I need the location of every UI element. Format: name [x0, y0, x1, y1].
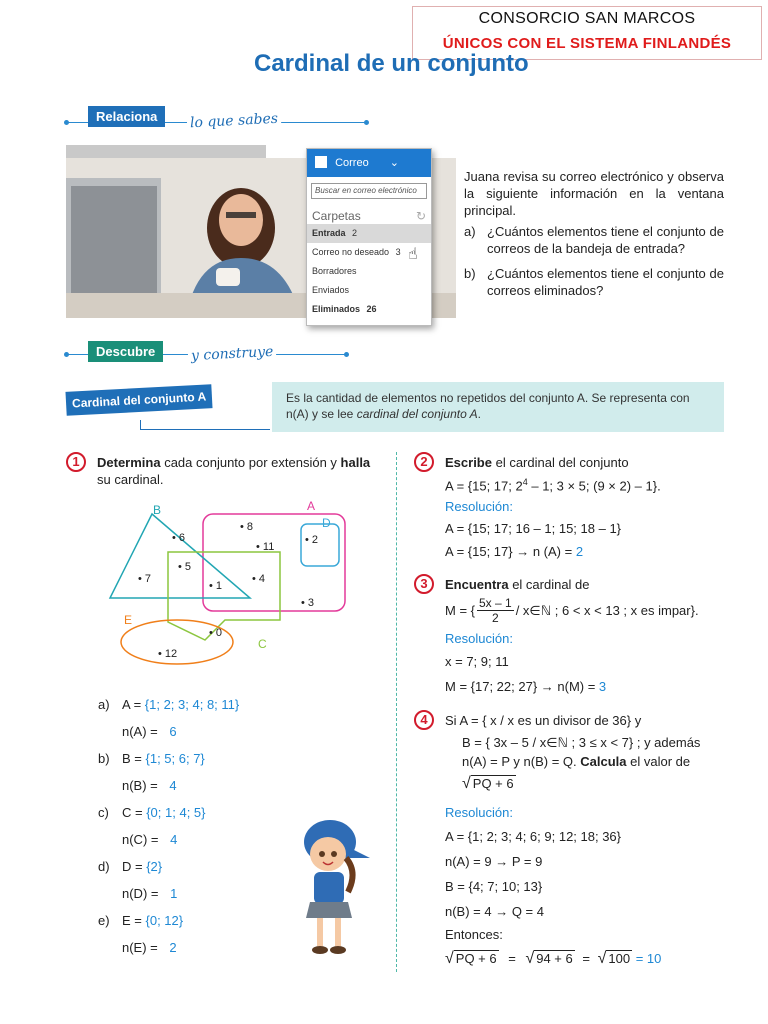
brand-slogan: ÚNICOS CON EL SISTEMA FINLANDÉS: [442, 35, 732, 52]
sqrt-content: PQ + 6: [455, 951, 497, 966]
answer-value: {0; 12}: [145, 913, 184, 928]
resolution-line: x = 7; 9; 11: [445, 654, 509, 669]
cardinal-label: n(A) =: [122, 724, 158, 739]
answer-label: d): [98, 859, 110, 874]
stmt: cada conjunto por extensión y: [160, 455, 341, 470]
venn-element: • 0: [209, 627, 223, 639]
answer-label: a): [98, 697, 110, 712]
folder-count: 26: [366, 304, 377, 314]
resolution-label: Resolución:: [445, 805, 513, 820]
venn-label-E: E: [124, 613, 133, 627]
problem-3-statement: [445, 576, 590, 593]
sqrt-content: PQ + 6: [472, 776, 514, 791]
venn-label-D: D: [322, 516, 331, 530]
question-text: ¿Cuántos elementos tiene el conjunto de correos eliminados?: [487, 266, 724, 298]
definition-box: [272, 382, 724, 432]
mail-search-input[interactable]: [311, 183, 427, 199]
resolution-line: [445, 543, 583, 560]
verb: halla: [340, 455, 371, 470]
hand-cursor-icon: ☝: [408, 246, 418, 263]
definition-label: Cardinal del conjunto A: [65, 384, 212, 416]
answer-e-card: [122, 940, 177, 955]
folder-count: 3: [395, 247, 401, 257]
question-text: ¿Cuántos elementos tiene el conjunto de correos de la bandeja de entrada?: [487, 224, 724, 256]
section-subtitle: lo que sabes: [187, 111, 282, 132]
resolution-line: Entonces:: [445, 927, 503, 942]
final-equation: √ PQ + 6 = √ 94 + 6 = √ 100 = 10: [445, 950, 662, 967]
cardinal-value: 4: [170, 832, 178, 847]
problem-2-statement: [445, 454, 745, 471]
cardinal-label: n(D) =: [122, 886, 159, 901]
problem-number: 1: [66, 452, 86, 472]
sqrt-content: 94 + 6: [536, 951, 573, 966]
mail-header: [307, 149, 431, 177]
stmt: su cardinal.: [97, 472, 164, 487]
problem-number: 2: [414, 452, 434, 472]
venn-element: • 12: [158, 648, 178, 660]
answer-b: [98, 751, 205, 766]
folder-label: Entrada: [312, 228, 346, 238]
problem-1-statement: [97, 454, 387, 488]
cardinal-label: n(E) =: [122, 940, 158, 955]
answer-set: A =: [122, 697, 145, 712]
mail-folder-borradores[interactable]: [307, 262, 431, 281]
verb: Escribe: [445, 455, 492, 470]
mail-folder-enviados[interactable]: [307, 281, 431, 300]
venn-label-C: C: [258, 637, 267, 651]
answer-value: {2}: [146, 859, 163, 874]
problem-4-line: Si A = { x / x es un divisor de 36} y: [445, 713, 642, 728]
resolution-label: Resolución:: [445, 499, 513, 514]
answer-c: [98, 805, 206, 820]
problem-3-set: [445, 596, 745, 625]
mail-window: [306, 148, 432, 326]
section-subtitle: y construye: [188, 344, 277, 365]
section-tag-relaciona: Relaciona: [88, 106, 165, 127]
fraction-den: 2: [492, 611, 499, 625]
resolution-line: B = {4; 7; 10; 13}: [445, 879, 543, 894]
intro-paragraph: Juana revisa su correo electrónico y observa la siguiente información en la ventana principal.: [464, 169, 724, 218]
final-answer: = 10: [635, 951, 662, 966]
problem-number: 3: [414, 574, 434, 594]
answer-e: [98, 913, 183, 928]
answer-label: e): [98, 913, 110, 928]
answer-set: C =: [122, 805, 147, 820]
section-dot: [344, 352, 349, 357]
outlook-icon: [315, 156, 327, 168]
question-label: a): [464, 224, 476, 239]
sqrt-content: 100: [608, 951, 631, 966]
cardinal-value: 2: [169, 940, 177, 955]
resolution-label: Resolución:: [445, 631, 513, 646]
venn-diagram: [100, 494, 360, 674]
resolution-line: A = {1; 2; 3; 4; 6; 9; 12; 18; 36}: [445, 829, 622, 844]
resolution-line: n(A) = 9 → P = 9: [445, 854, 543, 869]
venn-element: • 6: [172, 532, 186, 544]
folder-label: Correo no deseado: [312, 247, 390, 257]
answer-set: E =: [122, 913, 146, 928]
folder-label: Borradores: [312, 266, 357, 276]
question-label: b): [464, 266, 476, 281]
brand-name: CONSORCIO SAN MARCOS: [478, 10, 696, 27]
stmt: n(A) = P y n(B) = Q.: [462, 754, 581, 769]
folders-title-label: Carpetas: [312, 209, 361, 223]
venn-label-B: B: [153, 503, 162, 517]
res-answer: 3: [598, 679, 607, 694]
chevron-down-icon[interactable]: ⌄: [389, 157, 399, 169]
cardinal-label: n(B) =: [122, 778, 158, 793]
section-dot: [364, 120, 369, 125]
cardinal-value: 1: [170, 886, 178, 901]
definition-italic: cardinal del conjunto A: [356, 407, 478, 421]
answer-d-card: [122, 886, 177, 901]
venn-element: • 5: [178, 561, 192, 573]
answer-value: {0; 1; 4; 5}: [146, 805, 206, 820]
folder-count: 2: [352, 228, 358, 238]
res-answer: 2: [575, 544, 584, 559]
cardinal-value: 4: [169, 778, 177, 793]
venn-element: • 2: [305, 534, 319, 546]
definition-text: Es la cantidad de elementos no repetidos del conjunto A. Se representa con n(A) y se lee: [286, 391, 690, 421]
verb: Encuentra: [445, 577, 509, 592]
verb: Determina: [97, 455, 161, 470]
resolution-line: n(B) = 4 → Q = 4: [445, 904, 544, 919]
laptop-screen-top: [66, 145, 266, 159]
question-a: [464, 223, 724, 257]
folder-label: Enviados: [312, 285, 350, 295]
mail-folder-entrada[interactable]: [307, 224, 431, 243]
venn-element: • 3: [301, 597, 315, 609]
section-tag-descubre: Descubre: [88, 341, 163, 362]
answer-c-card: [122, 832, 177, 847]
folder-label: Eliminados: [312, 304, 361, 314]
intro-text: [464, 168, 724, 299]
answer-d: [98, 859, 162, 874]
mail-folder-eliminados[interactable]: [307, 300, 431, 319]
venn-element: • 11: [256, 541, 275, 553]
answer-set: D =: [122, 859, 147, 874]
fraction-num: 5x – 1: [479, 596, 512, 610]
resolution-line: [445, 678, 606, 695]
page-title: Cardinal de un conjunto: [254, 50, 529, 77]
definition-connector: [140, 420, 270, 430]
answer-b-card: [122, 778, 177, 793]
problem-4-line: B = { 3x – 5 / x∈ℕ ; 3 ≤ x < 7} ; y además: [462, 735, 701, 750]
venn-label-A: A: [307, 499, 316, 513]
venn-element: • 7: [138, 573, 152, 585]
answer-value: {1; 2; 3; 4; 8; 11}: [144, 697, 240, 712]
res-text: A = {15; 17} → n (A) =: [445, 544, 576, 559]
set-post: – 1; 3 × 5; (9 × 2) – 1}.: [527, 478, 661, 494]
answer-label: c): [98, 805, 109, 820]
folders-title: [307, 205, 431, 224]
cardinal-value: 6: [169, 724, 177, 739]
column-divider: [396, 452, 397, 972]
set-pre: M = {: [445, 603, 475, 618]
set-post: / x∈ℕ ; 6 < x < 13 ; x es impar}.: [515, 603, 699, 618]
stmt: el cardinal de: [508, 577, 590, 592]
answer-a-card: [122, 724, 177, 739]
definition-text-end: .: [477, 407, 482, 421]
answer-label: b): [98, 751, 110, 766]
answer-a: [98, 697, 239, 712]
venn-element: • 1: [209, 580, 223, 592]
set-exp: 4: [522, 477, 528, 487]
problem-number: 4: [414, 710, 434, 730]
venn-element: • 4: [252, 573, 266, 585]
stmt: el valor de: [626, 754, 691, 769]
res-text: M = {17; 22; 27} → n(M) =: [445, 679, 599, 694]
problem-4-line: [462, 753, 690, 770]
problem-2-set: [445, 474, 661, 494]
answer-set: B =: [122, 751, 146, 766]
mail-header-label: Correo: [335, 157, 369, 169]
venn-element: • 8: [240, 521, 254, 533]
fraction: [477, 596, 514, 625]
refresh-icon[interactable]: ↻: [415, 209, 426, 223]
sqrt-expression: √ PQ + 6: [462, 775, 514, 792]
mail-search-placeholder: Buscar en correo electrónico: [315, 186, 417, 195]
answer-value: {1; 5; 6; 7}: [145, 751, 205, 766]
question-b: [464, 265, 724, 299]
stmt: el cardinal del conjunto: [491, 455, 629, 470]
cardinal-label: n(C) =: [122, 832, 159, 847]
equals: =: [508, 951, 516, 966]
verb: Calcula: [580, 754, 627, 769]
girl-illustration: [290, 812, 372, 962]
equals: =: [582, 951, 590, 966]
resolution-line: A = {15; 17; 16 – 1; 15; 18 – 1}: [445, 521, 622, 536]
set-pre: A = {15; 17; 2: [445, 478, 523, 494]
